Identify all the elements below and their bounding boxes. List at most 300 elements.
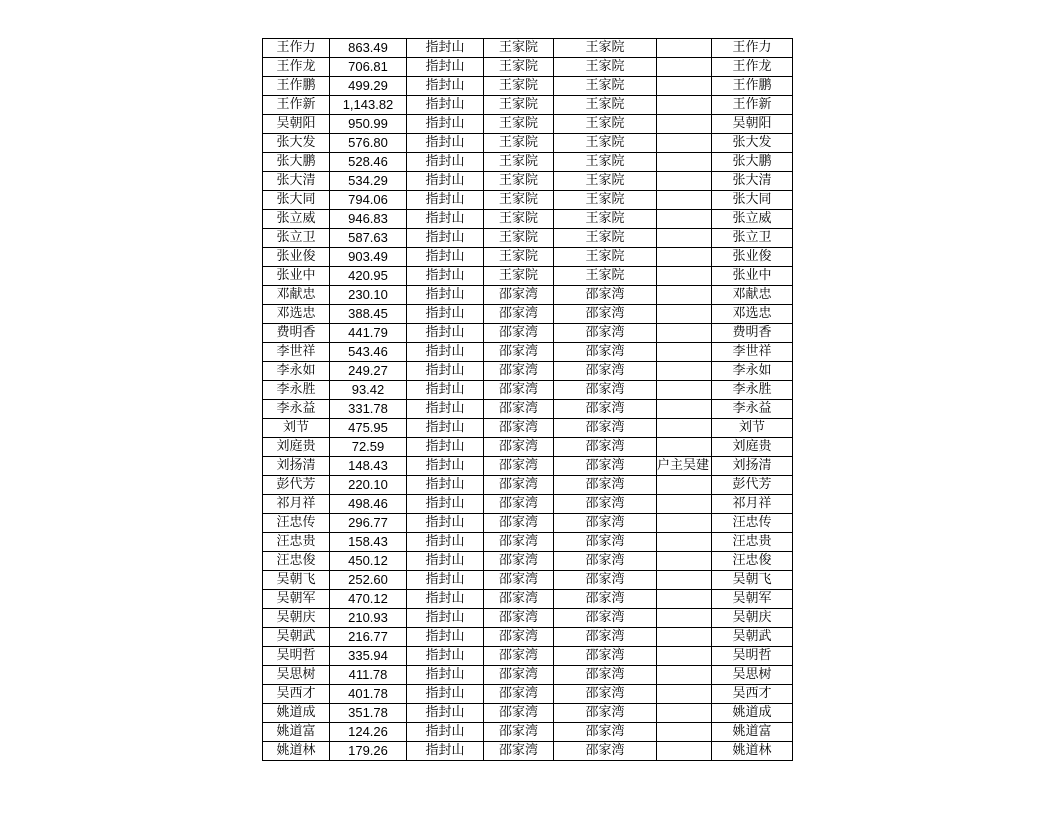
table-row bbox=[263, 115, 793, 134]
owner-name-cell: 汪忠传 bbox=[263, 514, 330, 533]
group-cell: 邵家湾 bbox=[484, 438, 554, 457]
table-row bbox=[263, 723, 793, 742]
group-repeat-cell: 王家院 bbox=[554, 172, 657, 191]
table-row bbox=[263, 362, 793, 381]
village-cell: 指封山 bbox=[407, 77, 484, 96]
area-cell: 706.81 bbox=[330, 58, 407, 77]
payee-name-cell: 张大同 bbox=[712, 191, 793, 210]
note-cell bbox=[657, 685, 712, 704]
note-cell bbox=[657, 134, 712, 153]
owner-name-cell: 张立威 bbox=[263, 210, 330, 229]
group-cell: 王家院 bbox=[484, 210, 554, 229]
village-cell: 指封山 bbox=[407, 115, 484, 134]
group-repeat-cell: 邵家湾 bbox=[554, 495, 657, 514]
group-cell: 邵家湾 bbox=[484, 647, 554, 666]
group-repeat-cell: 邵家湾 bbox=[554, 476, 657, 495]
owner-name-cell: 祁月祥 bbox=[263, 495, 330, 514]
area-cell: 216.77 bbox=[330, 628, 407, 647]
group-repeat-cell: 王家院 bbox=[554, 210, 657, 229]
owner-name-cell: 姚道成 bbox=[263, 704, 330, 723]
owner-name-cell: 刘节 bbox=[263, 419, 330, 438]
payee-name-cell: 张大发 bbox=[712, 134, 793, 153]
village-cell: 指封山 bbox=[407, 590, 484, 609]
area-cell: 210.93 bbox=[330, 609, 407, 628]
group-cell: 王家院 bbox=[484, 96, 554, 115]
table-row bbox=[263, 286, 793, 305]
village-cell: 指封山 bbox=[407, 685, 484, 704]
group-cell: 王家院 bbox=[484, 115, 554, 134]
group-cell: 邵家湾 bbox=[484, 457, 554, 476]
note-cell bbox=[657, 248, 712, 267]
area-cell: 441.79 bbox=[330, 324, 407, 343]
area-cell: 388.45 bbox=[330, 305, 407, 324]
area-cell: 903.49 bbox=[330, 248, 407, 267]
owner-name-cell: 吴思树 bbox=[263, 666, 330, 685]
note-cell bbox=[657, 191, 712, 210]
payee-name-cell: 李世祥 bbox=[712, 343, 793, 362]
village-cell: 指封山 bbox=[407, 343, 484, 362]
table-row bbox=[263, 172, 793, 191]
group-cell: 邵家湾 bbox=[484, 742, 554, 761]
group-repeat-cell: 邵家湾 bbox=[554, 381, 657, 400]
payee-name-cell: 吴朝军 bbox=[712, 590, 793, 609]
group-repeat-cell: 邵家湾 bbox=[554, 419, 657, 438]
note-cell bbox=[657, 267, 712, 286]
group-repeat-cell: 王家院 bbox=[554, 191, 657, 210]
village-cell: 指封山 bbox=[407, 381, 484, 400]
payee-name-cell: 刘庭贵 bbox=[712, 438, 793, 457]
group-cell: 邵家湾 bbox=[484, 533, 554, 552]
payee-name-cell: 姚道富 bbox=[712, 723, 793, 742]
area-cell: 576.80 bbox=[330, 134, 407, 153]
table-row bbox=[263, 571, 793, 590]
note-cell bbox=[657, 704, 712, 723]
group-repeat-cell: 邵家湾 bbox=[554, 305, 657, 324]
group-cell: 王家院 bbox=[484, 248, 554, 267]
group-cell: 王家院 bbox=[484, 134, 554, 153]
owner-name-cell: 邓选忠 bbox=[263, 305, 330, 324]
payee-name-cell: 张立卫 bbox=[712, 229, 793, 248]
payee-name-cell: 李永胜 bbox=[712, 381, 793, 400]
group-cell: 邵家湾 bbox=[484, 362, 554, 381]
table-row bbox=[263, 552, 793, 571]
area-cell: 420.95 bbox=[330, 267, 407, 286]
note-cell bbox=[657, 77, 712, 96]
payee-name-cell: 王作力 bbox=[712, 39, 793, 58]
note-cell bbox=[657, 343, 712, 362]
group-repeat-cell: 邵家湾 bbox=[554, 286, 657, 305]
group-cell: 邵家湾 bbox=[484, 476, 554, 495]
village-cell: 指封山 bbox=[407, 723, 484, 742]
payee-name-cell: 汪忠传 bbox=[712, 514, 793, 533]
payee-name-cell: 吴朝庆 bbox=[712, 609, 793, 628]
table-row bbox=[263, 324, 793, 343]
village-cell: 指封山 bbox=[407, 666, 484, 685]
village-cell: 指封山 bbox=[407, 438, 484, 457]
payee-name-cell: 刘节 bbox=[712, 419, 793, 438]
village-cell: 指封山 bbox=[407, 647, 484, 666]
group-repeat-cell: 邵家湾 bbox=[554, 571, 657, 590]
group-repeat-cell: 王家院 bbox=[554, 96, 657, 115]
payee-name-cell: 姚道林 bbox=[712, 742, 793, 761]
table-row bbox=[263, 704, 793, 723]
table-row bbox=[263, 248, 793, 267]
area-cell: 498.46 bbox=[330, 495, 407, 514]
note-cell bbox=[657, 476, 712, 495]
payee-name-cell: 吴明哲 bbox=[712, 647, 793, 666]
area-cell: 331.78 bbox=[330, 400, 407, 419]
group-repeat-cell: 王家院 bbox=[554, 134, 657, 153]
owner-name-cell: 吴明哲 bbox=[263, 647, 330, 666]
payee-name-cell: 吴思树 bbox=[712, 666, 793, 685]
table-row bbox=[263, 343, 793, 362]
owner-name-cell: 李世祥 bbox=[263, 343, 330, 362]
village-cell: 指封山 bbox=[407, 552, 484, 571]
note-cell bbox=[657, 210, 712, 229]
table-body bbox=[263, 39, 793, 761]
area-cell: 148.43 bbox=[330, 457, 407, 476]
table-row bbox=[263, 628, 793, 647]
owner-name-cell: 李永如 bbox=[263, 362, 330, 381]
owner-name-cell: 吴朝飞 bbox=[263, 571, 330, 590]
group-cell: 王家院 bbox=[484, 172, 554, 191]
table-row bbox=[263, 666, 793, 685]
owner-name-cell: 吴朝军 bbox=[263, 590, 330, 609]
area-cell: 534.29 bbox=[330, 172, 407, 191]
note-cell bbox=[657, 552, 712, 571]
payee-name-cell: 李永益 bbox=[712, 400, 793, 419]
note-cell bbox=[657, 495, 712, 514]
table-row bbox=[263, 134, 793, 153]
note-cell bbox=[657, 381, 712, 400]
group-cell: 邵家湾 bbox=[484, 609, 554, 628]
payee-name-cell: 彭代芳 bbox=[712, 476, 793, 495]
area-cell: 72.59 bbox=[330, 438, 407, 457]
group-cell: 邵家湾 bbox=[484, 704, 554, 723]
note-cell bbox=[657, 39, 712, 58]
group-repeat-cell: 邵家湾 bbox=[554, 514, 657, 533]
payee-name-cell: 吴朝阳 bbox=[712, 115, 793, 134]
owner-name-cell: 张大清 bbox=[263, 172, 330, 191]
note-cell bbox=[657, 115, 712, 134]
group-repeat-cell: 王家院 bbox=[554, 77, 657, 96]
owner-name-cell: 张立卫 bbox=[263, 229, 330, 248]
note-cell bbox=[657, 362, 712, 381]
register-table bbox=[262, 38, 793, 761]
owner-name-cell: 张业中 bbox=[263, 267, 330, 286]
village-cell: 指封山 bbox=[407, 191, 484, 210]
group-cell: 邵家湾 bbox=[484, 305, 554, 324]
group-cell: 王家院 bbox=[484, 191, 554, 210]
area-cell: 950.99 bbox=[330, 115, 407, 134]
note-cell bbox=[657, 438, 712, 457]
payee-name-cell: 吴朝武 bbox=[712, 628, 793, 647]
group-repeat-cell: 王家院 bbox=[554, 248, 657, 267]
owner-name-cell: 汪忠俊 bbox=[263, 552, 330, 571]
owner-name-cell: 姚道富 bbox=[263, 723, 330, 742]
group-repeat-cell: 王家院 bbox=[554, 229, 657, 248]
group-cell: 邵家湾 bbox=[484, 628, 554, 647]
note-cell bbox=[657, 590, 712, 609]
group-cell: 邵家湾 bbox=[484, 495, 554, 514]
note-cell bbox=[657, 96, 712, 115]
note-cell bbox=[657, 324, 712, 343]
village-cell: 指封山 bbox=[407, 571, 484, 590]
village-cell: 指封山 bbox=[407, 153, 484, 172]
note-cell bbox=[657, 153, 712, 172]
group-repeat-cell: 王家院 bbox=[554, 39, 657, 58]
note-cell bbox=[657, 305, 712, 324]
payee-name-cell: 汪忠俊 bbox=[712, 552, 793, 571]
group-repeat-cell: 王家院 bbox=[554, 115, 657, 134]
village-cell: 指封山 bbox=[407, 362, 484, 381]
note-cell bbox=[657, 533, 712, 552]
payee-name-cell: 邓选忠 bbox=[712, 305, 793, 324]
payee-name-cell: 吴西才 bbox=[712, 685, 793, 704]
area-cell: 450.12 bbox=[330, 552, 407, 571]
area-cell: 543.46 bbox=[330, 343, 407, 362]
village-cell: 指封山 bbox=[407, 324, 484, 343]
group-repeat-cell: 邵家湾 bbox=[554, 438, 657, 457]
table-row bbox=[263, 58, 793, 77]
table-row bbox=[263, 438, 793, 457]
owner-name-cell: 吴朝武 bbox=[263, 628, 330, 647]
village-cell: 指封山 bbox=[407, 533, 484, 552]
group-repeat-cell: 王家院 bbox=[554, 58, 657, 77]
table-row bbox=[263, 39, 793, 58]
owner-name-cell: 姚道林 bbox=[263, 742, 330, 761]
area-cell: 528.46 bbox=[330, 153, 407, 172]
table-row bbox=[263, 590, 793, 609]
area-cell: 158.43 bbox=[330, 533, 407, 552]
owner-name-cell: 费明香 bbox=[263, 324, 330, 343]
owner-name-cell: 王作新 bbox=[263, 96, 330, 115]
group-cell: 邵家湾 bbox=[484, 552, 554, 571]
group-repeat-cell: 邵家湾 bbox=[554, 552, 657, 571]
area-cell: 475.95 bbox=[330, 419, 407, 438]
table-row bbox=[263, 495, 793, 514]
group-repeat-cell: 邵家湾 bbox=[554, 704, 657, 723]
village-cell: 指封山 bbox=[407, 58, 484, 77]
table-row bbox=[263, 533, 793, 552]
table-row bbox=[263, 609, 793, 628]
group-cell: 王家院 bbox=[484, 153, 554, 172]
village-cell: 指封山 bbox=[407, 419, 484, 438]
group-repeat-cell: 邵家湾 bbox=[554, 723, 657, 742]
village-cell: 指封山 bbox=[407, 495, 484, 514]
table-row bbox=[263, 400, 793, 419]
note-cell bbox=[657, 742, 712, 761]
group-repeat-cell: 邵家湾 bbox=[554, 685, 657, 704]
area-cell: 179.26 bbox=[330, 742, 407, 761]
group-repeat-cell: 邵家湾 bbox=[554, 533, 657, 552]
note-cell bbox=[657, 229, 712, 248]
village-cell: 指封山 bbox=[407, 96, 484, 115]
area-cell: 587.63 bbox=[330, 229, 407, 248]
area-cell: 296.77 bbox=[330, 514, 407, 533]
area-cell: 220.10 bbox=[330, 476, 407, 495]
group-repeat-cell: 邵家湾 bbox=[554, 742, 657, 761]
owner-name-cell: 李永胜 bbox=[263, 381, 330, 400]
table-row bbox=[263, 742, 793, 761]
owner-name-cell: 刘庭贵 bbox=[263, 438, 330, 457]
area-cell: 470.12 bbox=[330, 590, 407, 609]
group-repeat-cell: 邵家湾 bbox=[554, 666, 657, 685]
table-row bbox=[263, 685, 793, 704]
village-cell: 指封山 bbox=[407, 305, 484, 324]
owner-name-cell: 张大鹏 bbox=[263, 153, 330, 172]
owner-name-cell: 王作龙 bbox=[263, 58, 330, 77]
owner-name-cell: 吴西才 bbox=[263, 685, 330, 704]
table-row bbox=[263, 77, 793, 96]
village-cell: 指封山 bbox=[407, 248, 484, 267]
village-cell: 指封山 bbox=[407, 229, 484, 248]
area-cell: 249.27 bbox=[330, 362, 407, 381]
payee-name-cell: 祁月祥 bbox=[712, 495, 793, 514]
payee-name-cell: 王作鹏 bbox=[712, 77, 793, 96]
village-cell: 指封山 bbox=[407, 476, 484, 495]
payee-name-cell: 王作新 bbox=[712, 96, 793, 115]
owner-name-cell: 张业俊 bbox=[263, 248, 330, 267]
area-cell: 411.78 bbox=[330, 666, 407, 685]
village-cell: 指封山 bbox=[407, 172, 484, 191]
group-repeat-cell: 王家院 bbox=[554, 153, 657, 172]
group-repeat-cell: 邵家湾 bbox=[554, 400, 657, 419]
area-cell: 335.94 bbox=[330, 647, 407, 666]
note-cell: 户主吴建 bbox=[657, 457, 712, 476]
owner-name-cell: 刘扬清 bbox=[263, 457, 330, 476]
village-cell: 指封山 bbox=[407, 609, 484, 628]
payee-name-cell: 吴朝飞 bbox=[712, 571, 793, 590]
area-cell: 1,143.82 bbox=[330, 96, 407, 115]
note-cell bbox=[657, 628, 712, 647]
group-repeat-cell: 邵家湾 bbox=[554, 609, 657, 628]
owner-name-cell: 彭代芳 bbox=[263, 476, 330, 495]
area-cell: 124.26 bbox=[330, 723, 407, 742]
note-cell bbox=[657, 172, 712, 191]
village-cell: 指封山 bbox=[407, 267, 484, 286]
table-row bbox=[263, 96, 793, 115]
group-repeat-cell: 邵家湾 bbox=[554, 647, 657, 666]
payee-name-cell: 姚道成 bbox=[712, 704, 793, 723]
group-repeat-cell: 邵家湾 bbox=[554, 324, 657, 343]
village-cell: 指封山 bbox=[407, 286, 484, 305]
area-cell: 499.29 bbox=[330, 77, 407, 96]
area-cell: 93.42 bbox=[330, 381, 407, 400]
group-cell: 王家院 bbox=[484, 77, 554, 96]
group-cell: 邵家湾 bbox=[484, 400, 554, 419]
group-repeat-cell: 邵家湾 bbox=[554, 362, 657, 381]
note-cell bbox=[657, 666, 712, 685]
area-cell: 252.60 bbox=[330, 571, 407, 590]
payee-name-cell: 张立威 bbox=[712, 210, 793, 229]
note-cell bbox=[657, 571, 712, 590]
owner-name-cell: 李永益 bbox=[263, 400, 330, 419]
note-cell bbox=[657, 419, 712, 438]
group-cell: 邵家湾 bbox=[484, 571, 554, 590]
payee-name-cell: 刘扬清 bbox=[712, 457, 793, 476]
table-row bbox=[263, 305, 793, 324]
group-cell: 邵家湾 bbox=[484, 324, 554, 343]
table-row bbox=[263, 153, 793, 172]
payee-name-cell: 李永如 bbox=[712, 362, 793, 381]
table-row bbox=[263, 457, 793, 476]
owner-name-cell: 汪忠贵 bbox=[263, 533, 330, 552]
table-row bbox=[263, 210, 793, 229]
village-cell: 指封山 bbox=[407, 39, 484, 58]
village-cell: 指封山 bbox=[407, 457, 484, 476]
group-cell: 邵家湾 bbox=[484, 381, 554, 400]
note-cell bbox=[657, 514, 712, 533]
group-cell: 邵家湾 bbox=[484, 723, 554, 742]
group-cell: 王家院 bbox=[484, 58, 554, 77]
note-cell bbox=[657, 286, 712, 305]
group-cell: 王家院 bbox=[484, 267, 554, 286]
village-cell: 指封山 bbox=[407, 704, 484, 723]
table-row bbox=[263, 647, 793, 666]
group-repeat-cell: 邵家湾 bbox=[554, 590, 657, 609]
payee-name-cell: 张大鹏 bbox=[712, 153, 793, 172]
village-cell: 指封山 bbox=[407, 400, 484, 419]
area-cell: 946.83 bbox=[330, 210, 407, 229]
table-row bbox=[263, 476, 793, 495]
village-cell: 指封山 bbox=[407, 514, 484, 533]
table-row bbox=[263, 514, 793, 533]
payee-name-cell: 费明香 bbox=[712, 324, 793, 343]
village-cell: 指封山 bbox=[407, 134, 484, 153]
payee-name-cell: 邓献忠 bbox=[712, 286, 793, 305]
village-cell: 指封山 bbox=[407, 210, 484, 229]
note-cell bbox=[657, 58, 712, 77]
village-cell: 指封山 bbox=[407, 742, 484, 761]
group-cell: 王家院 bbox=[484, 229, 554, 248]
payee-name-cell: 汪忠贵 bbox=[712, 533, 793, 552]
area-cell: 351.78 bbox=[330, 704, 407, 723]
group-cell: 王家院 bbox=[484, 39, 554, 58]
table-row bbox=[263, 419, 793, 438]
note-cell bbox=[657, 609, 712, 628]
note-cell bbox=[657, 723, 712, 742]
owner-name-cell: 吴朝庆 bbox=[263, 609, 330, 628]
group-repeat-cell: 邵家湾 bbox=[554, 343, 657, 362]
group-cell: 邵家湾 bbox=[484, 419, 554, 438]
owner-name-cell: 王作力 bbox=[263, 39, 330, 58]
group-cell: 邵家湾 bbox=[484, 514, 554, 533]
area-cell: 863.49 bbox=[330, 39, 407, 58]
payee-name-cell: 王作龙 bbox=[712, 58, 793, 77]
note-cell bbox=[657, 647, 712, 666]
group-cell: 邵家湾 bbox=[484, 343, 554, 362]
owner-name-cell: 邓献忠 bbox=[263, 286, 330, 305]
table-row bbox=[263, 191, 793, 210]
group-cell: 邵家湾 bbox=[484, 286, 554, 305]
owner-name-cell: 张大发 bbox=[263, 134, 330, 153]
area-cell: 401.78 bbox=[330, 685, 407, 704]
table-row bbox=[263, 381, 793, 400]
payee-name-cell: 张大清 bbox=[712, 172, 793, 191]
group-cell: 邵家湾 bbox=[484, 685, 554, 704]
group-repeat-cell: 邵家湾 bbox=[554, 628, 657, 647]
village-cell: 指封山 bbox=[407, 628, 484, 647]
group-repeat-cell: 王家院 bbox=[554, 267, 657, 286]
area-cell: 794.06 bbox=[330, 191, 407, 210]
owner-name-cell: 张大同 bbox=[263, 191, 330, 210]
table-row bbox=[263, 267, 793, 286]
owner-name-cell: 王作鹏 bbox=[263, 77, 330, 96]
register-sheet bbox=[262, 38, 793, 761]
payee-name-cell: 张业俊 bbox=[712, 248, 793, 267]
group-repeat-cell: 邵家湾 bbox=[554, 457, 657, 476]
